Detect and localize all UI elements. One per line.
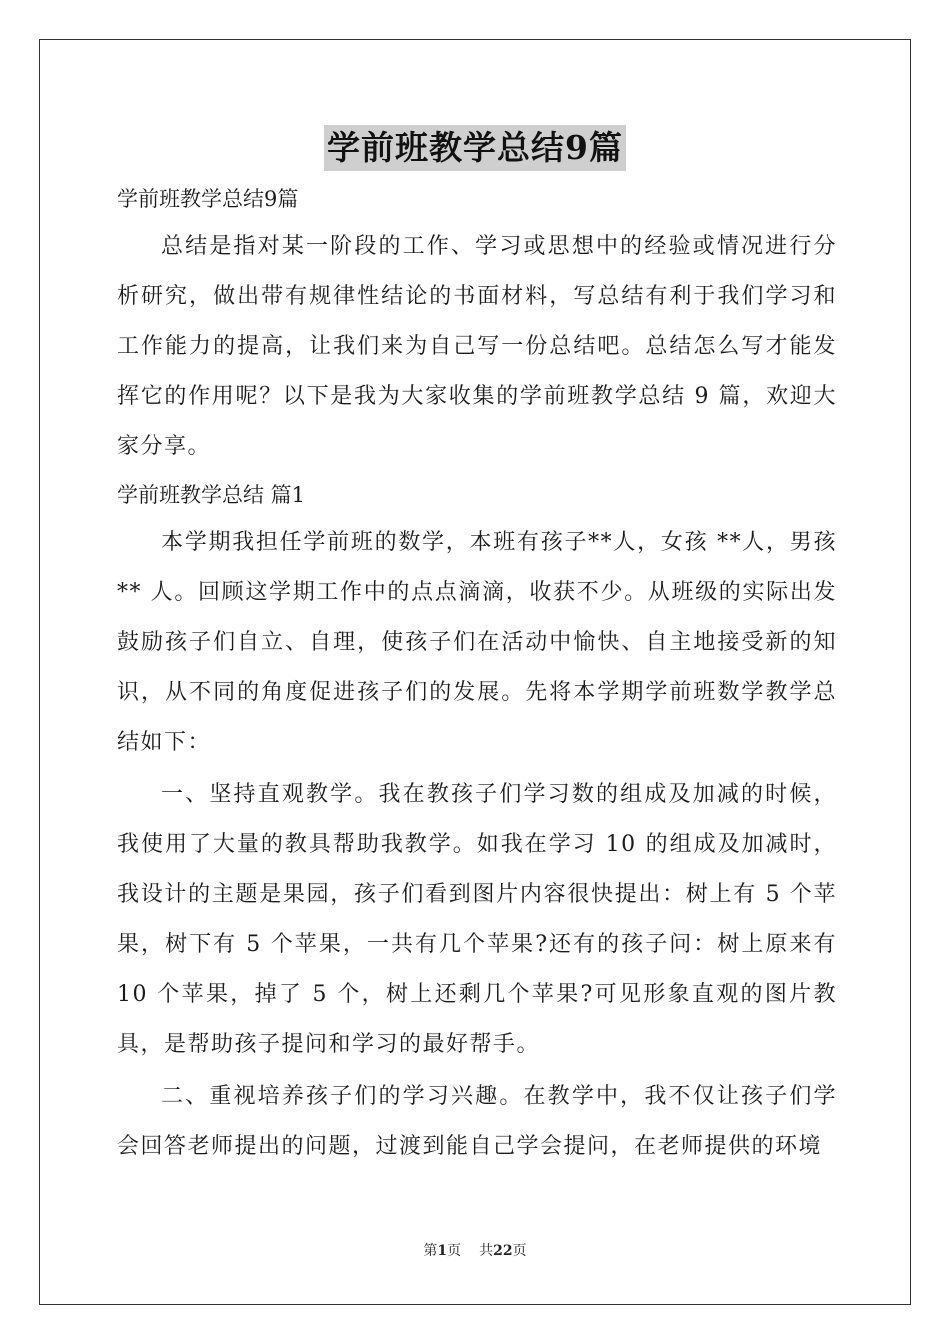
total-pages: 22	[493, 1243, 513, 1259]
page-number: 1	[437, 1243, 448, 1259]
intro-paragraph: 总结是指对某一阶段的工作、学习或思想中的经验或情况进行分析研究，做出带有规律性结论的书面材料，写总结有利于我们学习和工作能力的提高，让我们来为自己写一份总结吧。总结怎么写才能发挥它的作用呢？以下是我为大家收集的学前班教学总结 9 篇，欢迎大家分享。	[117, 234, 837, 459]
body-paragraph-2: 一、坚持直观教学。我在教孩子们学习数的组成及加减的时候，我使用了大量的教具帮助我教学。如我在学习 10 的组成及加减时，我设计的主题是果园，孩子们看到图片内容很快提出：树上有 5 个苹果，树下有 5 个苹果，一共有几个苹果?还有的孩子问：树上原来有10 个苹果，掉了 5 个，树上还剩几个苹果?可见形象直观的图片教具，是帮助孩子提问和学习的最好帮手。	[117, 782, 837, 1057]
page-footer	[0, 1240, 950, 1260]
total-suffix: 页	[512, 1243, 527, 1259]
page-prefix: 第	[423, 1243, 438, 1259]
document-body	[117, 176, 837, 1172]
document-title: 学前班教学总结9篇	[324, 125, 626, 171]
document-subtitle: 学前班教学总结9篇	[117, 187, 299, 211]
title-container	[0, 125, 950, 171]
total-prefix: 共	[479, 1243, 494, 1259]
body-paragraph-3: 二、重视培养孩子们的学习兴趣。在教学中，我不仅让孩子们学会回答老师提出的问题，过渡到能自己学会提问，在老师提供的环境	[117, 1084, 837, 1159]
body-paragraph-1: 本学期我担任学前班的数学，本班有孩子**人，女孩 **人，男孩** 人。回顾这学期工作中的点点滴滴，收获不少。从班级的实际出发鼓励孩子们自立、自理，使孩子们在活动中愉快、自主地接受新的知识，从不同的角度促进孩子们的发展。先将本学期学前班数学教学总结如下：	[117, 530, 837, 755]
page-suffix: 页	[447, 1243, 462, 1259]
section-heading: 学前班教学总结 篇1	[117, 483, 306, 507]
